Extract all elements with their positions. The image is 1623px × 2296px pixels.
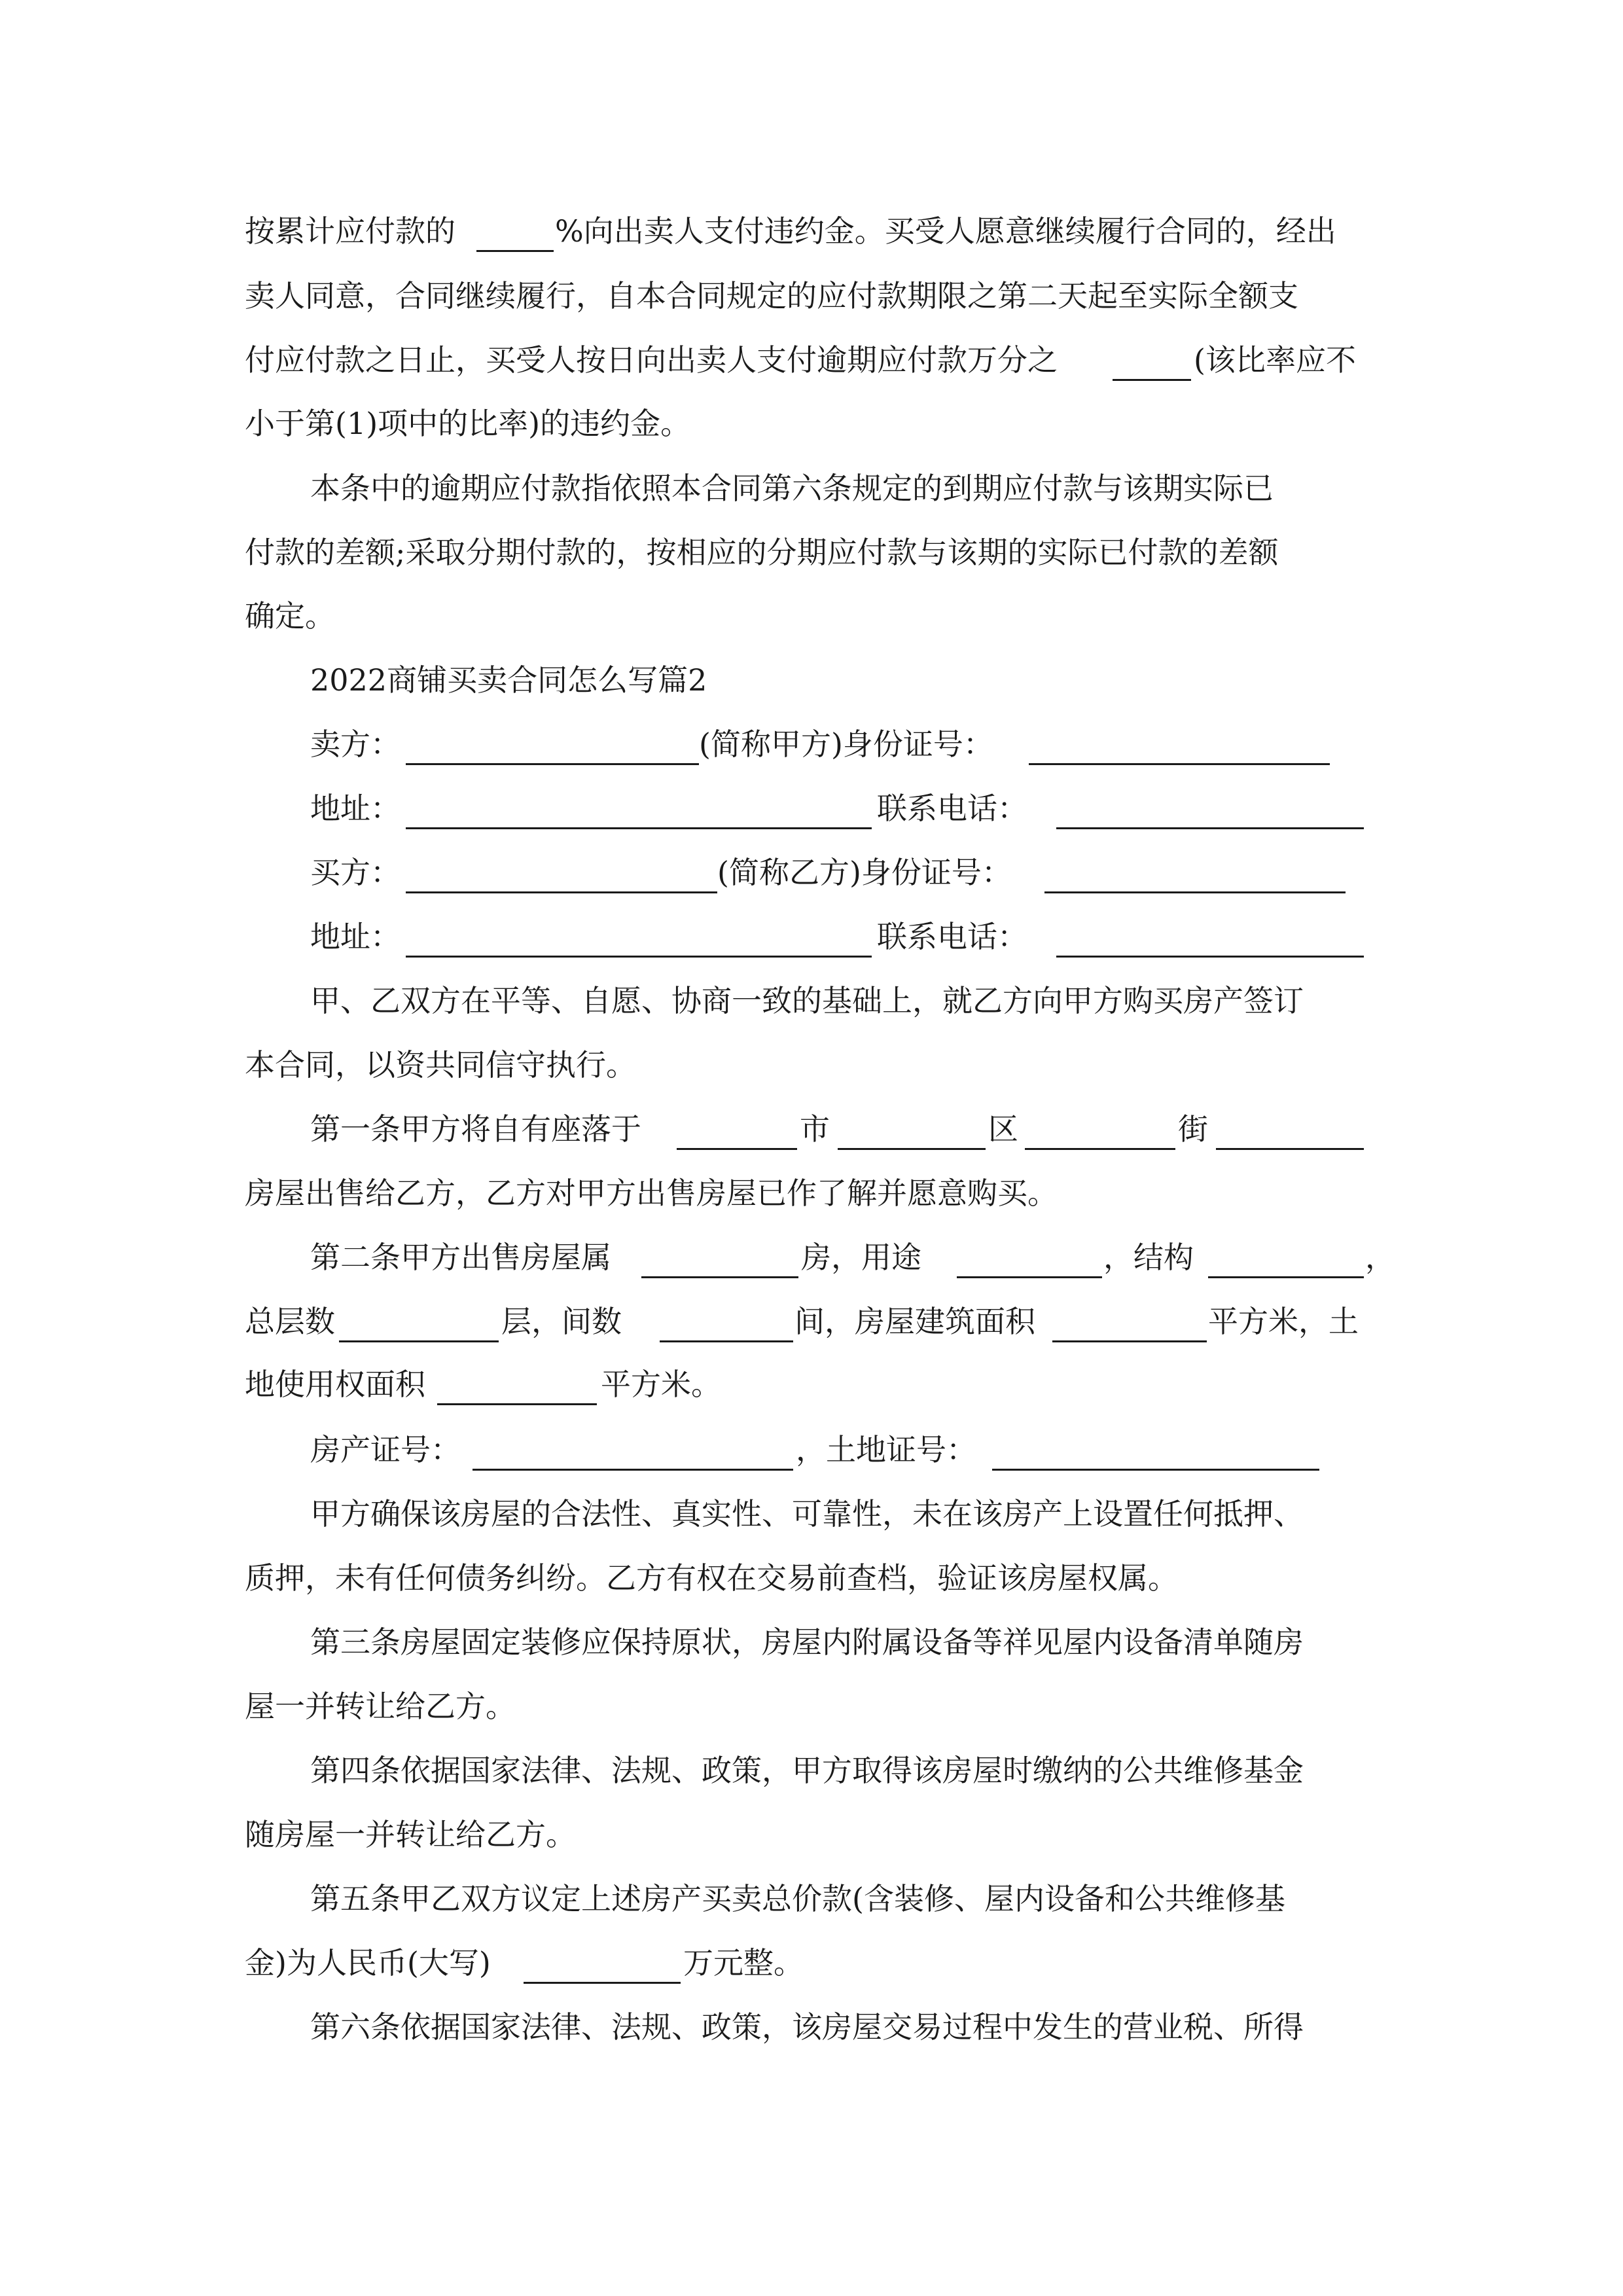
text-segment: 按累计应付款的 [245,213,455,249]
seller-phone-blank[interactable] [1056,789,1364,829]
seller-address-blank[interactable] [406,789,872,829]
text-line [0,1674,1623,1738]
section-title [0,648,1623,712]
structure-blank[interactable] [1208,1238,1364,1278]
buyer-label: 买方： [310,855,401,890]
address-label: 地址： [310,791,401,826]
text-line [0,1033,1623,1097]
floors-blank[interactable] [339,1302,499,1342]
text-segment: 第二条甲方出售房屋属 [310,1240,611,1275]
text-segment: 本合同，以资共同信守执行。 [245,1047,636,1083]
article-5-price-line [0,1931,1623,1995]
seller-address-line [0,776,1623,840]
percent-blank[interactable] [476,212,554,252]
text-segment: 平方米。 [601,1367,721,1402]
address-label: 地址： [310,919,401,954]
district-blank[interactable] [838,1110,986,1150]
text-segment: 小于第(1)项中的比率)的违约金。 [245,406,691,441]
certificates-line [0,1418,1623,1482]
text-line [0,199,1623,263]
building-area-blank[interactable] [1052,1302,1207,1342]
text-segment: 地使用权面积 [245,1367,425,1402]
article-2-line [0,1352,1623,1416]
usage-blank[interactable] [957,1238,1102,1278]
ratio-blank[interactable] [1113,341,1191,381]
phone-label: 联系电话： [877,919,1027,954]
buyer-id-blank[interactable] [1044,853,1346,893]
land-cert-blank[interactable] [992,1431,1319,1471]
text-segment: 第五条甲乙双方议定上述房产买卖总价款(含装修、屋内设备和公共维修基 [310,1881,1285,1916]
buyer-line [0,840,1623,905]
text-segment: 第六条依据国家法律、法规、政策，该房屋交易过程中发生的营业税、所得 [310,2009,1304,2045]
text-line [0,391,1623,456]
room-count-blank[interactable] [660,1302,793,1342]
text-segment: 卖人同意，合同继续履行，自本合同规定的应付款期限之第二天起至实际全额支 [245,278,1298,314]
seller-line [0,712,1623,776]
text-segment: 房，用途 [801,1240,921,1275]
text-line [0,264,1623,328]
text-line [0,1610,1623,1674]
text-segment: %向出卖人支付违约金。买受人愿意继续履行合同的，经出 [555,213,1336,249]
buyer-name-blank[interactable] [406,853,717,893]
text-segment: 付款的差额;采取分期付款的，按相应的分期应付款与该期的实际已付款的差额 [245,535,1279,570]
address-detail-blank[interactable] [1216,1110,1364,1150]
text-segment: 第四条依据国家法律、法规、政策，甲方取得该房屋时缴纳的公共维修基金 [310,1753,1304,1788]
text-line [0,1546,1623,1610]
land-cert-label: ，土地证号： [796,1432,976,1467]
text-segment: 市 [800,1111,830,1147]
seller-id-blank[interactable] [1029,725,1330,765]
buyer-phone-blank[interactable] [1056,918,1364,958]
text-segment: 房屋出售给乙方，乙方对甲方出售房屋已作了解并愿意购买。 [245,1175,1058,1211]
seller-label: 卖方： [310,726,401,762]
text-segment: 区 [988,1111,1018,1147]
text-segment: 甲方确保该房屋的合法性、真实性、可靠性，未在该房产上设置任何抵押、 [310,1496,1304,1532]
text-segment: 第一条甲方将自有座落于 [310,1111,641,1147]
text-line [0,1995,1623,2059]
text-segment: (该比率应不 [1194,342,1356,378]
text-line [0,520,1623,584]
house-cert-blank[interactable] [473,1431,793,1471]
land-area-blank[interactable] [437,1365,597,1405]
text-line [0,456,1623,520]
text-segment: 甲、乙双方在平等、自愿、协商一致的基础上，就乙方向甲方购买房产签订 [310,983,1304,1018]
article-1-line [0,1097,1623,1161]
text-segment: 街 [1178,1111,1208,1147]
house-cert-label: 房产证号： [310,1432,461,1467]
text-segment: 万元整。 [683,1945,804,1981]
text-line [0,1738,1623,1803]
buyer-address-blank[interactable] [406,918,872,958]
text-line [0,328,1623,392]
text-segment: 总层数 [245,1304,335,1339]
text-line [0,969,1623,1033]
phone-label: 联系电话： [877,791,1027,826]
buyer-abbr-label: (简称乙方)身份证号： [717,855,1012,890]
text-segment: 本条中的逾期应付款指依照本合同第六条规定的到期应付款与该期实际已 [310,471,1274,506]
buyer-address-line [0,905,1623,969]
text-segment: 确定。 [245,598,335,634]
text-segment: 间，房屋建筑面积 [794,1304,1035,1339]
text-segment: 平方米，土 [1208,1304,1359,1339]
property-type-blank[interactable] [641,1238,798,1278]
text-segment: 屋一并转让给乙方。 [245,1689,516,1724]
section-title-text: 2022商铺买卖合同怎么写篇2 [310,662,707,698]
text-segment: 层，间数 [501,1304,622,1339]
text-line [0,1482,1623,1546]
text-segment: ， [1365,1240,1395,1275]
text-segment: 第三条房屋固定装修应保持原状，房屋内附属设备等祥见屋内设备清单随房 [310,1624,1304,1660]
text-segment: ，结构 [1103,1240,1194,1275]
text-segment: 金)为人民币(大写) [245,1945,491,1981]
text-segment: 随房屋一并转让给乙方。 [245,1817,576,1852]
street-blank[interactable] [1025,1110,1175,1150]
text-segment: 质押，未有任何债务纠纷。乙方有权在交易前查档，验证该房屋权属。 [245,1560,1178,1596]
article-2-line [0,1225,1623,1289]
total-price-blank[interactable] [524,1944,681,1984]
text-line [0,584,1623,648]
text-segment: 付应付款之日止，买受人按日向出卖人支付逾期应付款万分之 [245,342,1058,378]
article-2-line [0,1289,1623,1354]
text-line [0,1161,1623,1225]
seller-name-blank[interactable] [406,725,699,765]
text-line [0,1803,1623,1867]
seller-abbr-label: (简称甲方)身份证号： [699,726,993,762]
text-line [0,1867,1623,1931]
city-blank[interactable] [677,1110,797,1150]
